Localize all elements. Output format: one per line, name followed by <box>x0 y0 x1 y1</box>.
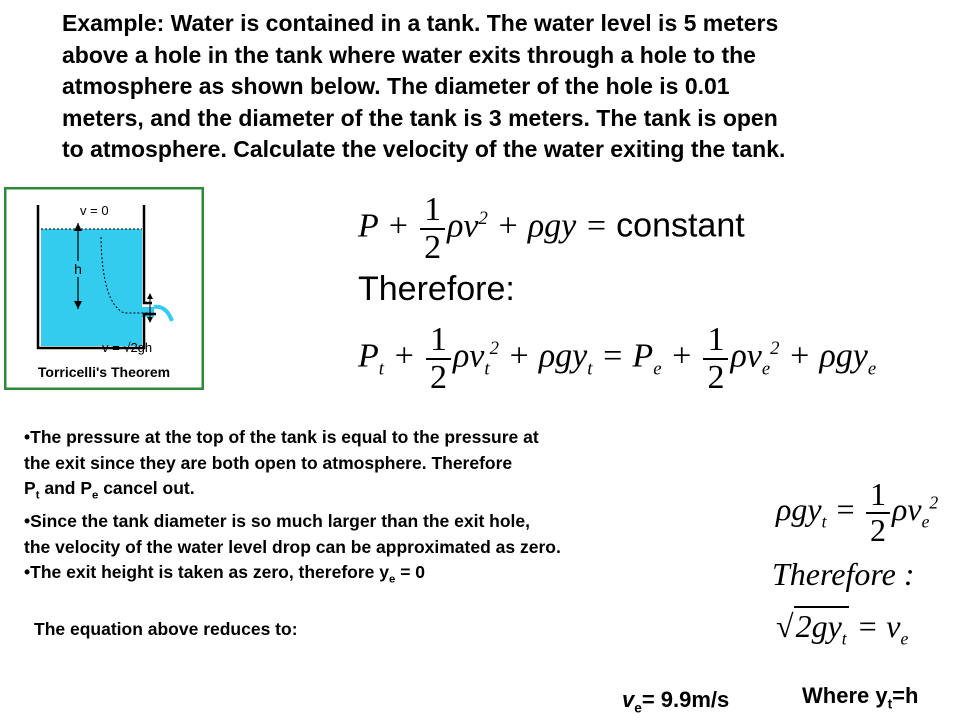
bullet-line: •Since the tank diameter is so much larger than the exit hole, <box>24 511 530 531</box>
torricelli-figure <box>4 187 204 390</box>
h-label: h <box>74 261 82 277</box>
tank-water <box>41 229 142 346</box>
therefore-italic-label: Therefore : <box>772 556 915 592</box>
constant-label: constant <box>616 206 745 245</box>
bernoulli-points-equation: $P_t$ + $\frac{1}{2}$ $\rho v_t^2 + \rho gy_t = P_e$ + $\frac{1}{2}$ $\rho v_e^2 + \rho gy_e$ <box>358 321 877 396</box>
reduces-label: The equation above reduces to: <box>34 619 298 639</box>
problem-line: above a hole in the tank where water exits through a hole to the <box>62 41 756 68</box>
therefore-label: Therefore: <box>358 270 515 308</box>
problem-statement <box>62 8 942 166</box>
where-note: Where $y_t=h$ <box>802 683 919 712</box>
explanation-bullets <box>24 425 784 593</box>
problem-line: Example: Water is contained in a tank. The water level is 5 meters <box>62 10 779 36</box>
bullet-line: the exit since they are both open to atmosphere. Therefore <box>24 452 513 473</box>
bernoulli-equation: P + $\frac{1}{2}$ $\rho v^2 + \rho gy$ = constant <box>358 191 745 266</box>
v-top-label: v = 0 <box>80 203 109 218</box>
velocity-equation: $√2gy_t = v_e$ <box>776 608 909 649</box>
problem-line: meters, and the diameter of the tank is 3 meters. The tank is open <box>62 104 778 131</box>
problem-line: atmosphere as shown below. The diameter of the hole is 0.01 <box>62 73 730 99</box>
problem-line: to atmosphere. Calculate the velocity of the water exiting the tank. <box>62 136 786 162</box>
reduced-equation: ρgy$_t$ = $\frac{1}{2}$ $\rho v_e^2$ <box>776 476 939 548</box>
v-exit-label: v = √2gh <box>102 340 153 355</box>
figure-caption: Torricelli's Theorem <box>37 364 171 380</box>
bullet-line: the velocity of the water level drop can be approximated as zero. <box>24 536 561 557</box>
answer: $v_e= 9.9m/s$ <box>622 687 730 716</box>
bullet-line: •The pressure at the top of the tank is equal to the pressure at <box>24 427 539 447</box>
bullet-line: •The exit height is taken as zero, therefore $y_e = 0$ <box>24 562 426 586</box>
bullet-line: $P_t$ and $P_e$ cancel out. <box>24 478 195 502</box>
